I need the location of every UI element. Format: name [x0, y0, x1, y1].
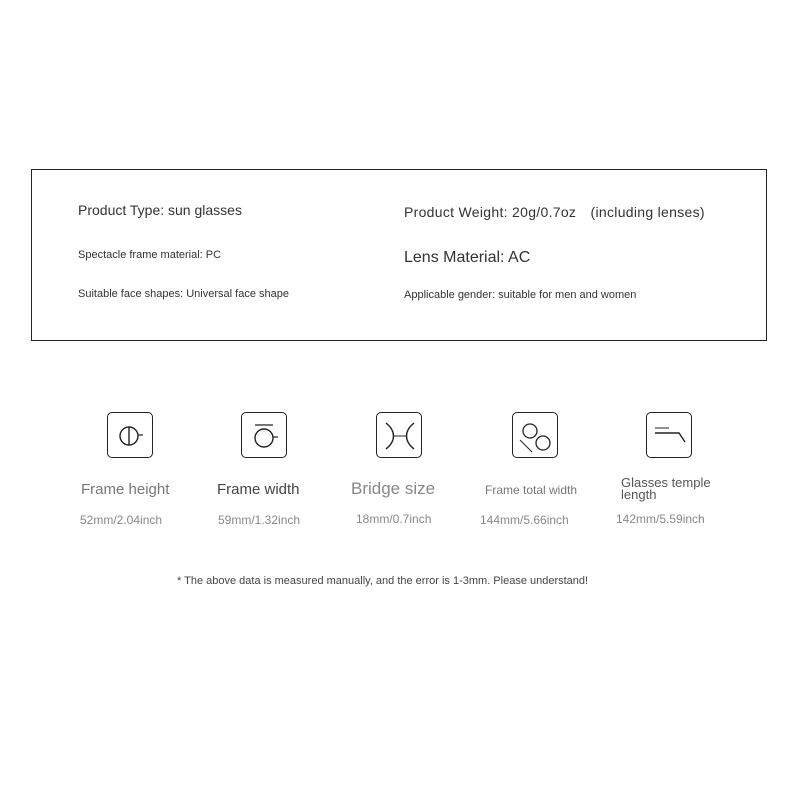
temple-length-icon [646, 412, 692, 458]
measurement-note: * The above data is measured manually, and the error is 1-3mm. Please understand! [177, 575, 589, 587]
frame-width-value: 59mm/1.32inch [218, 513, 301, 527]
product-weight-text: Product Weight: 20g/0.7oz (including lenses) [404, 204, 705, 220]
frame-total-width-value: 144mm/5.66inch [480, 513, 569, 527]
product-type-text: Product Type: sun glasses [78, 202, 242, 218]
temple-length-value: 142mm/5.59inch [616, 512, 705, 526]
temple-length-label: Glasses temple length [621, 475, 711, 502]
frame-total-width-icon [512, 412, 558, 458]
face-shapes-text: Suitable face shapes: Universal face shape [78, 288, 289, 300]
frame-width-icon [241, 412, 287, 458]
frame-height-value: 52mm/2.04inch [80, 513, 163, 527]
bridge-size-label: Bridge size [351, 479, 436, 498]
frame-material-text: Spectacle frame material: PC [78, 249, 222, 261]
spec-box [31, 169, 767, 341]
frame-height-icon [107, 412, 153, 458]
frame-total-width-label: Frame total width [485, 483, 578, 497]
lens-material-text: Lens Material: AC [404, 249, 531, 266]
bridge-size-value: 18mm/0.7inch [356, 512, 432, 526]
frame-width-label: Frame width [217, 481, 300, 498]
frame-height-label: Frame height [81, 481, 170, 498]
bridge-size-icon [376, 412, 422, 458]
gender-text: Applicable gender: suitable for men and women [404, 289, 637, 301]
